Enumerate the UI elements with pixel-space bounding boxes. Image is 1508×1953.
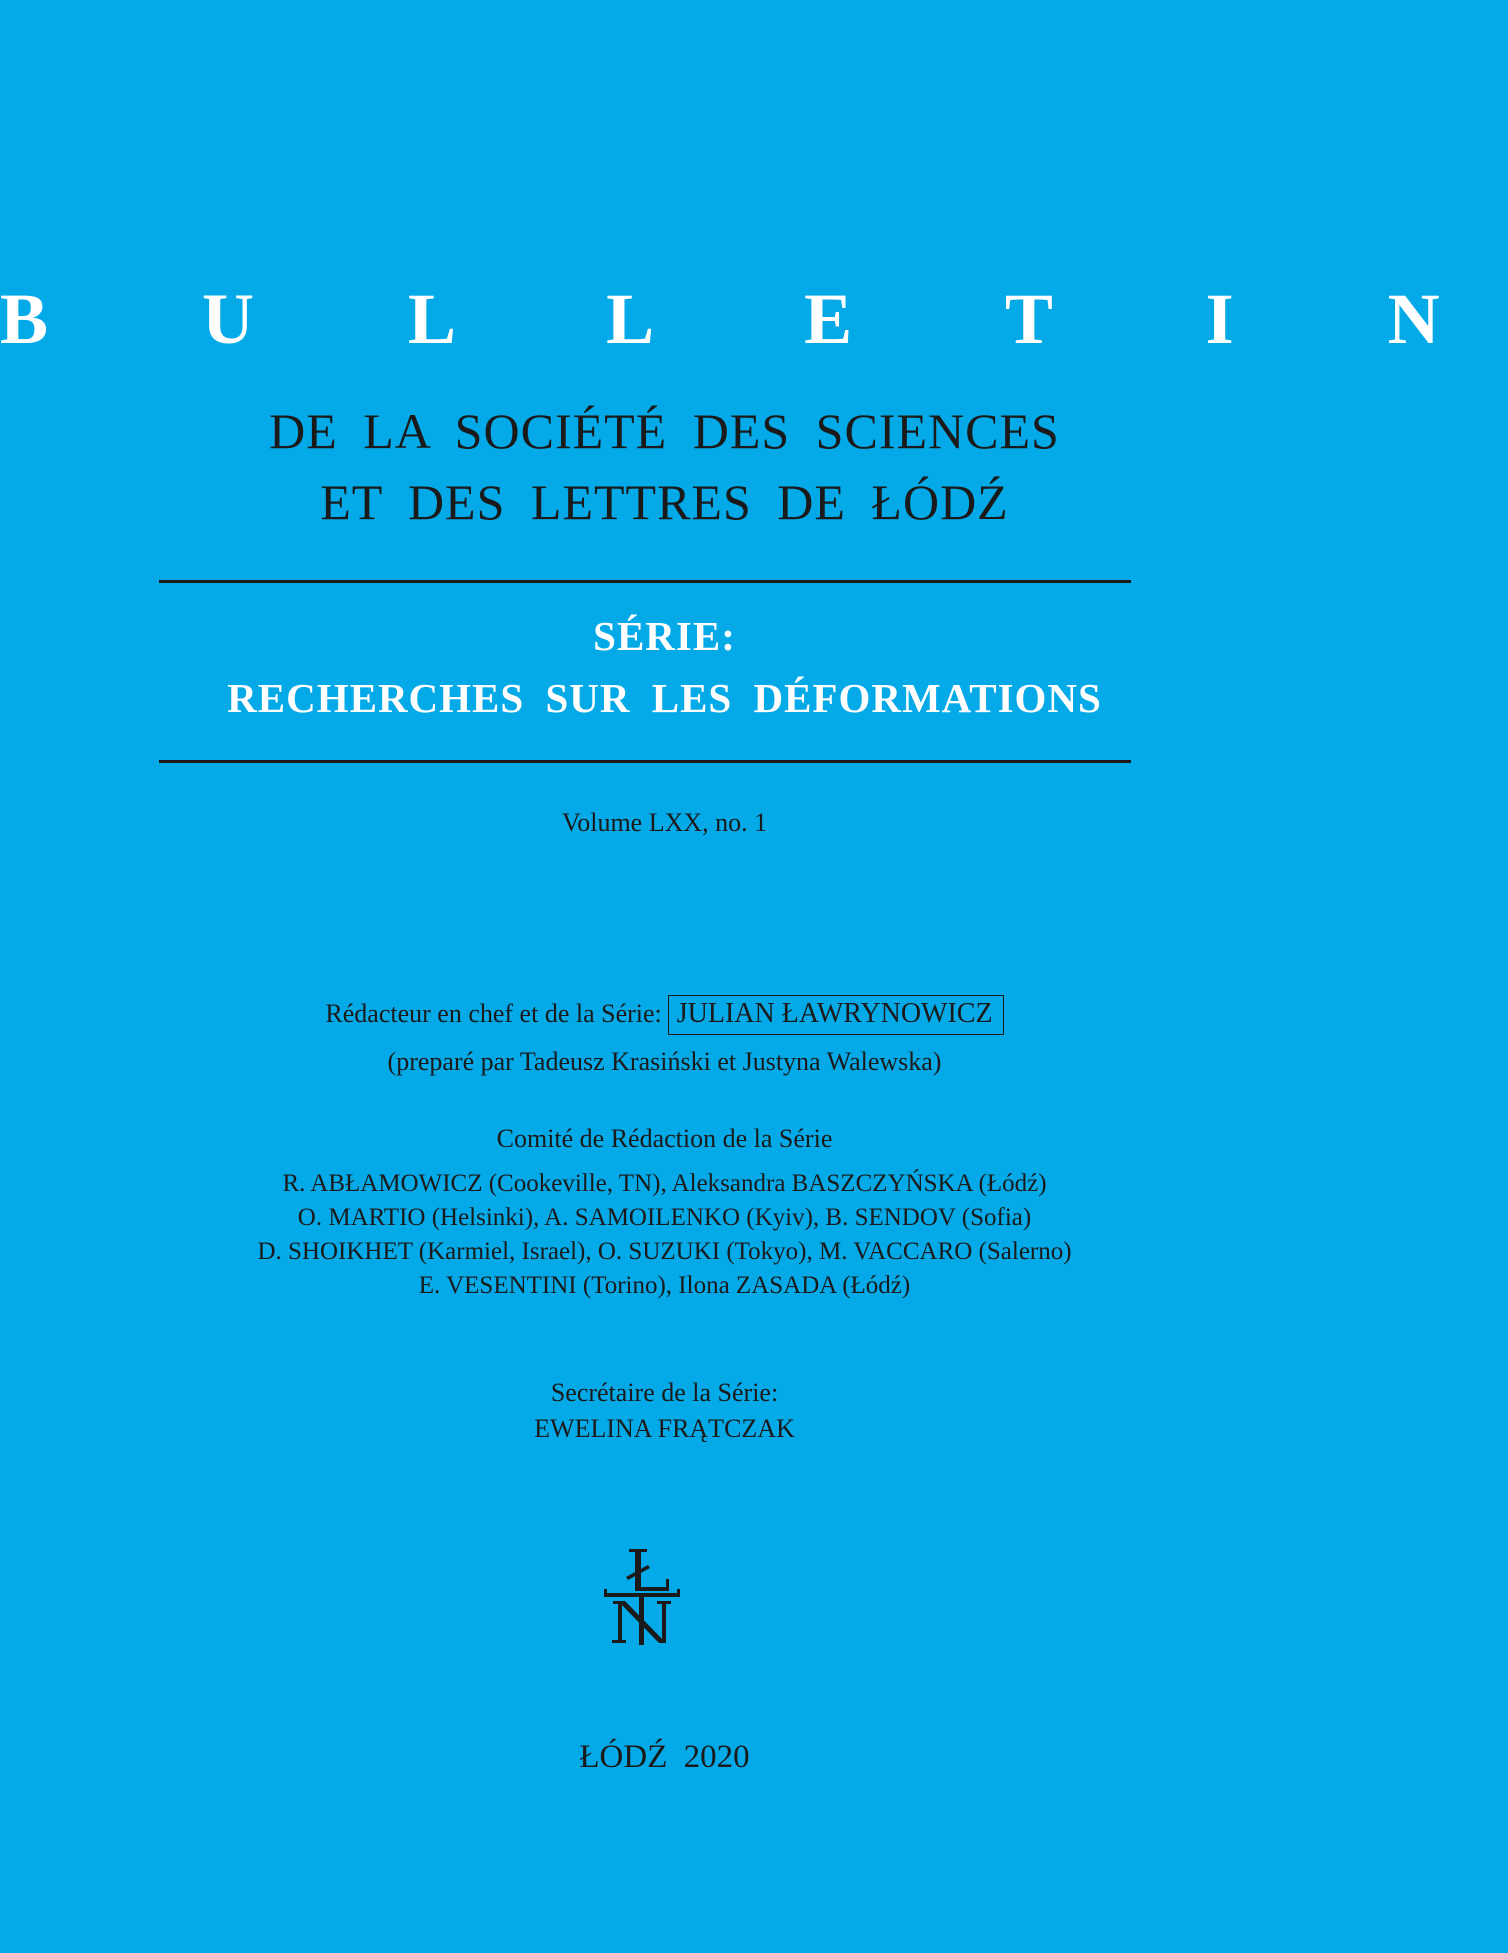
- committee-line: D. SHOIKHET (Karmiel, Israel), O. SUZUKI (Tokyo), M. VACCARO (Salerno): [257, 1238, 1072, 1265]
- prepared-by: (preparé par Tadeusz Krasiński et Justyna Walewska): [387, 1047, 942, 1076]
- place-and-year: ŁÓDŹ 2020: [579, 1739, 750, 1775]
- secretary-name: EWELINA FRĄTCZAK: [534, 1414, 795, 1443]
- editor-name-box: JULIAN ŁAWRYNOWICZ: [668, 995, 1004, 1035]
- society-name-line-2: ET DES LETTRES DE ŁÓDŹ: [320, 474, 1009, 530]
- bulletin-title: [0, 278, 1508, 361]
- series-title: RECHERCHES SUR LES DÉFORMATIONS: [227, 675, 1102, 721]
- bottom-divider: [159, 760, 1131, 763]
- committee-line: O. MARTIO (Helsinki), A. SAMOILENKO (Kyiv), B. SENDOV (Sofia): [297, 1204, 1032, 1231]
- committee-line: R. ABŁAMOWICZ (Cookeville, TN), Aleksandra BASZCZYŃSKA (Łódź): [282, 1170, 1047, 1197]
- ltn-monogram-icon: [604, 1547, 680, 1647]
- committee-title: Comité de Rédaction de la Série: [496, 1124, 833, 1153]
- society-name-line-1: DE LA SOCIÉTÉ DES SCIENCES: [269, 403, 1060, 459]
- bulletin-title-text: B U L L E T I N: [0, 279, 1508, 359]
- secretary-title: Secrétaire de la Série:: [550, 1378, 779, 1407]
- top-divider: [159, 580, 1131, 583]
- series-label: SÉRIE:: [593, 613, 736, 659]
- volume-number: Volume LXX, no. 1: [561, 808, 768, 837]
- editor-in-chief: [0, 995, 1329, 1035]
- editor-label: Rédacteur en chef et de la Série:: [325, 999, 662, 1028]
- committee-line: E. VESENTINI (Torino), Ilona ZASADA (Łódź): [418, 1272, 911, 1299]
